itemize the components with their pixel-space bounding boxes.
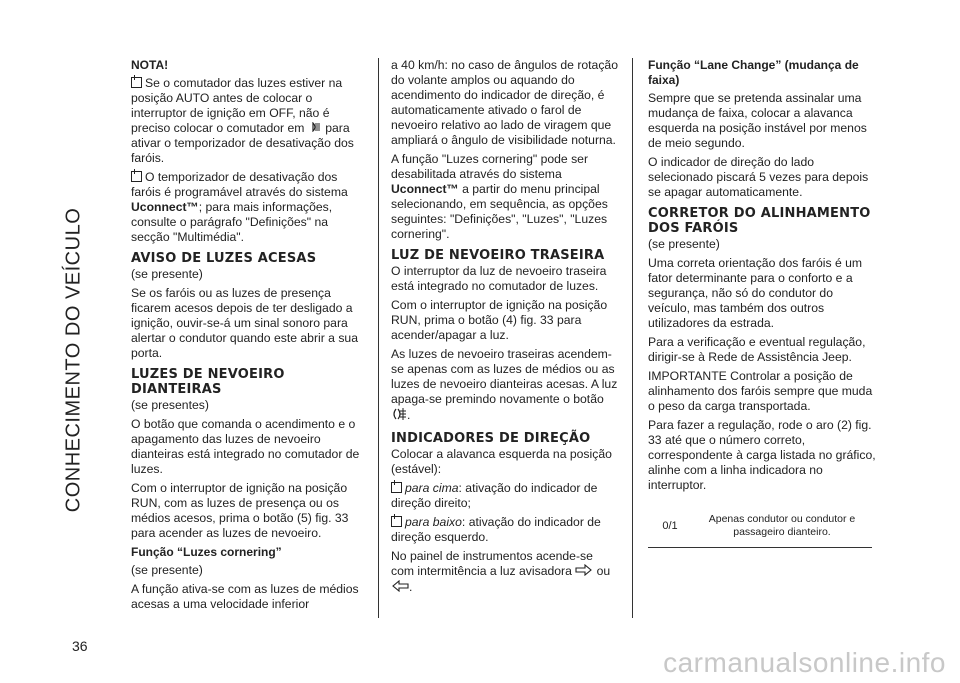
turn-right-arrow-icon xyxy=(575,564,593,580)
note-item: O temporizador de desativação dos faróis é programável através do sistema Uconnect™; para mais informações, consulte o parágrafo "Definições" na secção "Multimédia". xyxy=(131,170,348,245)
checkbox-bullet-icon xyxy=(391,516,402,527)
paragraph: Colocar a alavanca esquerda na posição (estável): xyxy=(391,447,612,476)
page-number: 36 xyxy=(72,638,88,654)
note-item: Se o comutador das luzes estiver na posição AUTO antes de colocar o interruptor de ignição em OFF, não é preciso colocar o comutador em para ativar o temporizador de desativação dos faróis. xyxy=(131,76,354,166)
table-cell-key: 0/1 xyxy=(662,519,678,532)
paragraph: Com o interruptor de ignição na posição RUN, com as luzes de presença ou os médios acesos, prima o botão (5) fig. 33 para acender as luzes de nevoeiro. xyxy=(131,481,349,541)
section-subtitle: (se presente) xyxy=(131,267,203,282)
checkbox-bullet-icon xyxy=(131,171,142,182)
paragraph: a 40 km/h: no caso de ângulos de rotação do volante amplos ou aquando do acendimento do indicador de direção, é automaticamente ativado o farol de nevoeiro relativo ao lado de viragem que ampliará o ângulo de visibilidade noturna. xyxy=(391,58,618,147)
watermark: carmanualsonline.info xyxy=(663,647,946,678)
list-item: para cima: ativação do indicador de direção direito; xyxy=(391,481,598,510)
column-2 xyxy=(391,58,619,600)
checkbox-bullet-icon xyxy=(131,77,142,88)
paragraph: Uma correta orientação dos faróis é um fator determinante para o conforto e a segurança, não só do condutor do veículo, mas também dos outros utilizadores da estrada. xyxy=(648,256,863,330)
subsection-heading: Função “Lane Change” (mudança de faixa) xyxy=(648,58,859,87)
paragraph: IMPORTANTE Controlar a posição de alinhamento dos faróis sempre que muda o peso da carga transportada. xyxy=(648,369,873,413)
turn-left-arrow-icon xyxy=(391,580,409,596)
section-heading: AVISO DE LUZES ACESAS xyxy=(131,251,317,267)
section-subtitle: (se presente) xyxy=(648,237,720,251)
paragraph: O interruptor da luz de nevoeiro traseira está integrado no comutador de luzes. xyxy=(391,264,607,293)
section-heading: LUZ DE NEVOEIRO TRASEIRA xyxy=(391,248,605,263)
paragraph: Sempre que se pretenda assinalar uma mudança de faixa, colocar a alavanca esquerda na posição instável por menos de meio segundo. xyxy=(648,91,867,150)
low-beam-icon xyxy=(308,121,322,136)
paragraph: As luzes de nevoeiro traseiras acendem-se apenas com as luzes de médios ou as luzes de nevoeiro dianteiras acesas. A luz apaga-se premindo novamente o botão . xyxy=(391,347,619,425)
section-heading: INDICADORES DE DIREÇÃO xyxy=(391,431,591,446)
paragraph: Se os faróis ou as luzes de presença ficarem acesos depois de ter desligado a ignição, ouvir-se-á um sinal sonoro para alertar o condutor quando este abrir a sua porta. xyxy=(131,286,358,361)
section-heading: CORRETOR DO ALINHAMENTO DOS FARÓIS xyxy=(648,206,871,236)
column-divider xyxy=(378,58,379,618)
checkbox-bullet-icon xyxy=(391,482,402,493)
paragraph: A função "Luzes cornering" pode ser desabilitada através do sistema Uconnect™ a partir do menu principal selecionando, em sequência, as opções seguintes: "Definições", "Luzes", "Luzes cornering". xyxy=(391,152,608,241)
load-table xyxy=(648,513,872,548)
note-title: NOTA! xyxy=(131,58,169,72)
section-subtitle: (se presente) xyxy=(131,563,203,578)
paragraph: O indicador de direção do lado selecionado piscará 5 vezes para depois se apagar automaticamente. xyxy=(648,155,869,199)
list-item: para baixo: ativação do indicador de direção esquerdo. xyxy=(391,515,601,544)
paragraph: Para fazer a regulação, rode o aro (2) fig. 33 até que o número correto, correspondente à carga listada no gráfico, alinhe com a linha indicadora no interruptor. xyxy=(648,418,876,492)
rear-fog-light-icon xyxy=(391,407,407,425)
column-3 xyxy=(648,58,876,548)
section-heading: LUZES DE NEVOEIRO DIANTEIRAS xyxy=(131,367,285,398)
paragraph: A função ativa-se com as luzes de médios acesas a uma velocidade inferior xyxy=(131,582,359,612)
section-subtitle: (se presentes) xyxy=(131,398,209,413)
paragraph: O botão que comanda o acendimento e o apagamento das luzes de nevoeiro dianteiras está integrado no comutador de luzes. xyxy=(131,417,360,477)
subsection-heading: Função “Luzes cornering” xyxy=(131,545,282,560)
paragraph: Com o interruptor de ignição na posição RUN, prima o botão (4) fig. 33 para acender/apagar a luz. xyxy=(391,298,608,342)
column-divider xyxy=(632,58,633,618)
column-1 xyxy=(131,58,363,616)
paragraph: No painel de instrumentos acende-se com intermitência a luz avisadora ou . xyxy=(391,549,611,595)
paragraph: Para a verificação e eventual regulação, dirigir-se à Rede de Assistência Jeep. xyxy=(648,335,866,364)
chapter-title: CONHECIMENTO DO VEÍCULO xyxy=(62,207,85,513)
table-cell-value: Apenas condutor ou condutor e passageiro dianteiro. xyxy=(708,513,856,538)
